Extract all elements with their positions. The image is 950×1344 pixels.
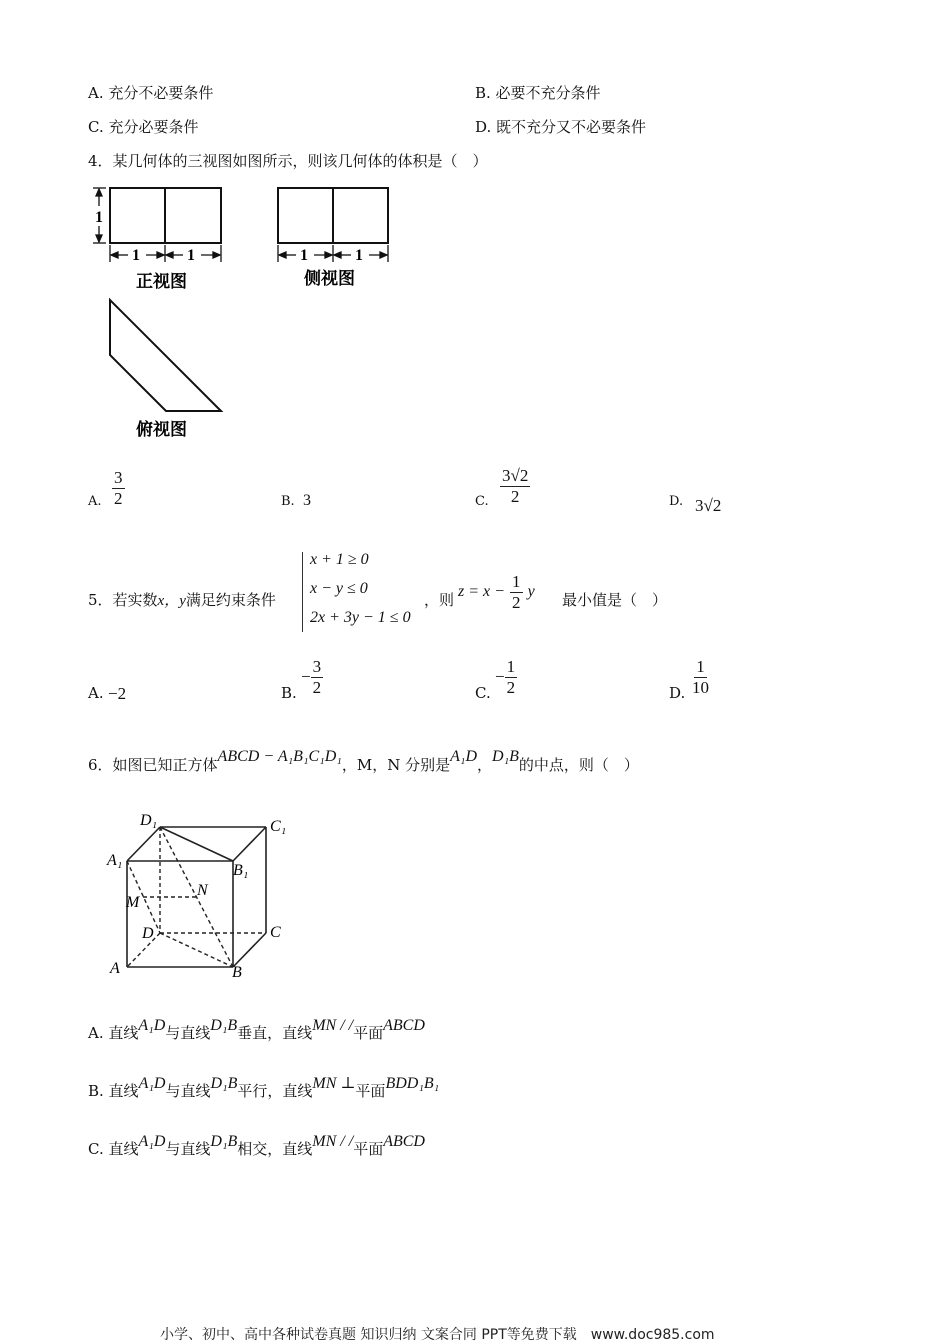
q5-tail: 最小值是（ ） [562,591,668,609]
front-width-dimension [110,245,221,262]
q5-option-a-value: −2 [108,684,127,703]
front-view-label: 正视图 [136,272,187,291]
q5-option-c-label: C. [475,684,491,702]
side-width-dimension [278,245,388,262]
q4-option-c-label: C. [475,494,489,509]
top-view-label: 俯视图 [136,420,187,439]
q4-option-d-value: 3√2 [695,496,722,515]
q3-option-a: A. 充分不必要条件 [88,84,214,102]
front-height-label: 1 [95,209,103,226]
q4-stem: 4．某几何体的三视图如图所示，则该几何体的体积是（ ） [88,152,488,170]
front-width-label-left: 1 [132,247,140,264]
q5-option-d-label: D. [669,684,686,702]
q3-option-d: D. 既不充分又不必要条件 [475,118,647,136]
vertex-d-label: D [142,925,154,942]
three-view-diagram [88,180,408,445]
q4-option-a-label: A. [88,494,102,509]
q5-option-a-label: A. [88,684,104,702]
vertex-b1-label: B₁ [233,862,249,879]
point-n-label: N [197,882,208,899]
q4-option-b-value: 3 [303,492,311,509]
q6-option-a: A. 直线A₁D与直线D₁B垂直，直线MN / /平面ABCD [88,1017,425,1042]
front-view [110,188,221,243]
q6-stem: 6．如图已知正方体ABCD − A₁B₁C₁D₁，M，N 分别是A₁D，D₁B的中点，则（ ） [88,748,639,774]
vertex-c1-label: C₁ [270,818,287,835]
vertex-a-label: A [110,960,120,977]
q4-option-a-value: $\frac{3}{2}$ [114,468,123,508]
q5-constraint-2: x − y ≤ 0 [310,580,368,597]
q3-option-c: C. 充分必要条件 [88,118,199,136]
point-m-label: M [126,894,140,911]
q6-option-b: B. 直线A₁D与直线D₁B平行，直线MN ⊥平面BDD₁B₁ [88,1075,440,1100]
front-width-label-right: 1 [187,247,195,264]
q5-constraint-3: 2x + 3y − 1 ≤ 0 [310,609,411,626]
q5-option-b-value: − $\frac{3}{2}$ [301,657,322,697]
q5-option-d-value: $\frac{1}{10}$ [692,657,709,697]
vertex-d1-label: D₁ [140,812,158,829]
q5-option-b-label: B. [281,684,297,702]
q4-option-b-label: B. [281,494,295,509]
cube-diagram [100,805,310,985]
side-width-label-right: 1 [355,247,363,264]
q5-constraint-brace [302,552,303,632]
q3-option-b: B. 必要不充分条件 [475,84,601,102]
q5-constraint-1: x + 1 ≥ 0 [310,551,369,568]
side-width-label-left: 1 [300,247,308,264]
vertex-b-label: B [232,964,242,981]
q5-stem: 5．若实数x，y满足约束条件 [88,591,276,609]
vertex-c-label: C [270,924,281,941]
q6-option-c: C. 直线A₁D与直线D₁B相交，直线MN / /平面ABCD [88,1133,425,1158]
side-view-label: 侧视图 [304,269,355,288]
q4-option-c-value: $\frac{3√2}{2}$ [502,466,529,506]
vertex-a1-label: A₁ [107,852,123,869]
q4-option-d-label: D. [669,494,684,509]
top-view [110,300,221,411]
footer-banner[interactable]: 小学、初中、高中各种试卷真题 知识归纳 文案合同 PPT等免费下载 www.doc985.com [160,1327,715,1343]
q5-then: ，则 [424,591,455,609]
q5-option-c-value: − $\frac{1}{2}$ [495,657,516,697]
q5-objective: z = x − $\frac{1}{2}$ y [458,572,535,612]
side-view [278,188,388,243]
